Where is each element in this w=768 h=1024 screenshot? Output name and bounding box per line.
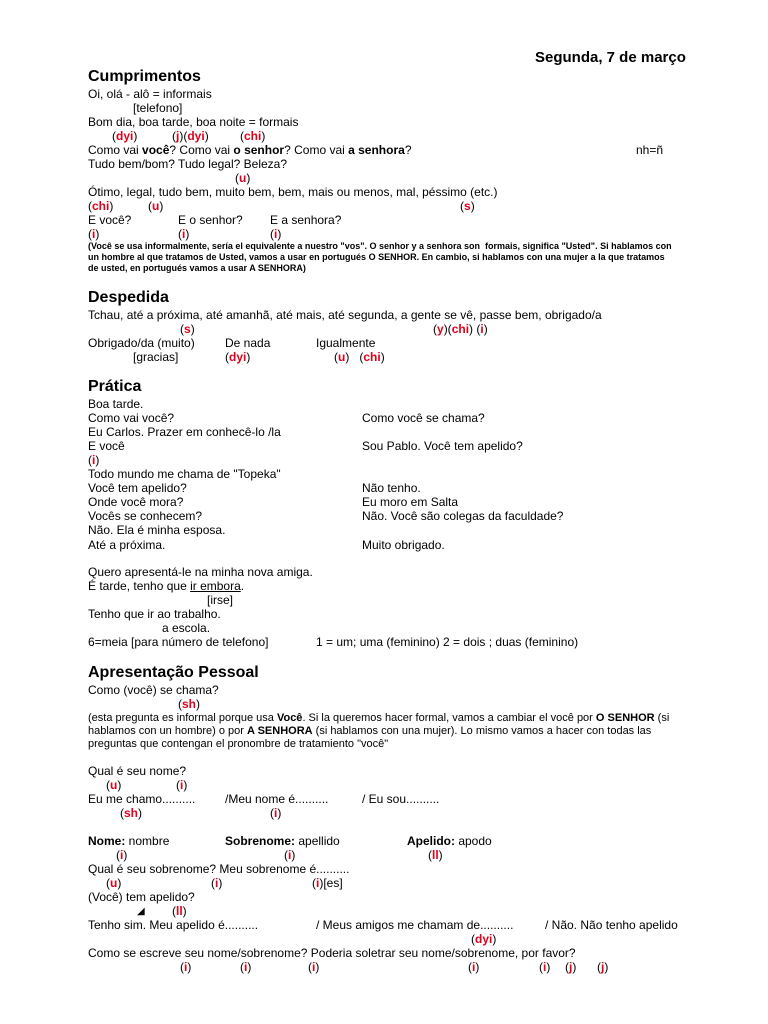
text-line: [telefono] bbox=[133, 101, 183, 115]
pronunciation-line: (u) bbox=[148, 199, 164, 213]
dialogue-line: Vocês se conhecem? bbox=[88, 509, 203, 523]
pronunciation-line: (i)[es] bbox=[312, 876, 343, 890]
text-line: Tchau, até a próxima, até amanhã, até mais, até segunda, a gente se vê, passe bem, obrigado/a bbox=[88, 308, 602, 322]
vocab-line: Apelido: apodo bbox=[407, 834, 492, 848]
dialogue-line: Boa tarde. bbox=[88, 397, 144, 411]
dialogue-line: Como vai você? bbox=[88, 411, 175, 425]
pron-mark: ll bbox=[432, 848, 439, 862]
text-line: [irse] bbox=[207, 593, 234, 607]
pron-mark: u bbox=[338, 350, 346, 364]
pron-mark: s bbox=[184, 322, 191, 336]
pronunciation-line: (i) bbox=[240, 960, 252, 974]
pron-mark: i bbox=[120, 848, 124, 862]
pronunciation-line: (i) bbox=[88, 453, 100, 467]
pronunciation-line: (i) bbox=[88, 227, 100, 241]
dialogue-line: Eu moro em Salta bbox=[362, 495, 459, 509]
pronunciation-line: (sh) bbox=[120, 806, 143, 820]
pron-mark: j bbox=[601, 960, 605, 974]
pron-mark: sh bbox=[182, 697, 197, 711]
pronunciation-line: (dyi) bbox=[471, 932, 497, 946]
pron-mark: u bbox=[239, 171, 247, 185]
pronunciation-line: (ll) bbox=[172, 904, 187, 918]
text-line: 6=meia [para número de telefono] bbox=[88, 635, 269, 649]
section-title-despedida: Despedida bbox=[88, 289, 169, 306]
pronunciation-line: (dyi) bbox=[225, 350, 251, 364]
arrow-down-right-icon: ◢ bbox=[137, 906, 145, 917]
pron-mark: i bbox=[274, 227, 278, 241]
pronunciation-line: (i) bbox=[176, 778, 188, 792]
pron-mark: dyi bbox=[475, 932, 493, 946]
pron-mark: chi bbox=[92, 199, 110, 213]
pronunciation-line: (j) bbox=[597, 960, 609, 974]
text-line: Como se escreve seu nome/sobrenome? Poderia soletrar seu nome/sobrenome, por favor? bbox=[88, 946, 576, 960]
pron-mark: y bbox=[437, 322, 444, 336]
text-line: E a senhora? bbox=[270, 213, 342, 227]
dialogue-line: Não tenho. bbox=[362, 481, 421, 495]
pron-mark: i bbox=[543, 960, 547, 974]
text-line: Eu me chamo.......... bbox=[88, 792, 196, 806]
text-line: E o senhor? bbox=[178, 213, 243, 227]
pron-mark: i bbox=[244, 960, 248, 974]
pron-mark: u bbox=[110, 778, 118, 792]
dialogue-line: Não. Ela é minha esposa. bbox=[88, 523, 226, 537]
text-line: Bom dia, boa tarde, boa noite = formais bbox=[88, 115, 299, 129]
pronunciation-line: (y)(chi) (i) bbox=[433, 322, 488, 336]
pronunciation-line: (s) bbox=[460, 199, 475, 213]
pron-mark: dyi bbox=[187, 129, 205, 143]
dialogue-line: Sou Pablo. Você tem apelido? bbox=[362, 439, 523, 453]
pron-mark: j bbox=[569, 960, 573, 974]
dialogue-line: Onde você mora? bbox=[88, 495, 184, 509]
dialogue-line: Não. Você são colegas da faculdade? bbox=[362, 509, 564, 523]
text-line: Qual é seu nome? bbox=[88, 764, 187, 778]
pron-mark: i bbox=[288, 848, 292, 862]
text-line: Obrigado/da (muito) bbox=[88, 336, 195, 350]
text-line: Tenho que ir ao trabalho. bbox=[88, 607, 221, 621]
section-title-cumprimentos: Cumprimentos bbox=[88, 68, 201, 85]
dialogue-line: Eu Carlos. Prazer em conhecê-lo /la bbox=[88, 425, 281, 439]
pronunciation-line: (i) bbox=[308, 960, 320, 974]
note-line: hablamos con un hombre) o por A SENHORA (si hablamos con una mujer). Lo mismo vamos a hacer con todas las bbox=[88, 725, 652, 737]
pron-mark: chi bbox=[244, 129, 262, 143]
pron-mark: j bbox=[176, 129, 180, 143]
text-line: É tarde, tenho que ir embora. bbox=[88, 579, 245, 593]
pronunciation-line: (i) bbox=[539, 960, 551, 974]
text-line: 1 = um; uma (feminino) 2 = dois ; duas (feminino) bbox=[316, 635, 579, 649]
dialogue-line: Como você se chama? bbox=[362, 411, 485, 425]
pronunciation-line: (u) bbox=[106, 778, 122, 792]
pronunciation-line: (j) bbox=[565, 960, 577, 974]
dialogue-line: Até a próxima. bbox=[88, 538, 166, 552]
text-line: Tenho sim. Meu apelido é.......... bbox=[88, 918, 259, 932]
pron-mark: dyi bbox=[116, 129, 134, 143]
pron-mark: i bbox=[472, 960, 476, 974]
dialogue-line: Muito obrigado. bbox=[362, 538, 445, 552]
pron-mark: i bbox=[316, 876, 320, 890]
note-line: (Você se usa informalmente, sería el equivalente a nuestro "vos". O senhor y a senhora son formais, significa "Usted". Si hablamos con bbox=[88, 241, 672, 251]
text-line: Igualmente bbox=[316, 336, 376, 350]
dialogue-line: Todo mundo me chama de "Topeka" bbox=[88, 467, 281, 481]
text-line: Como vai você? Como vai o senhor? Como vai a senhora? bbox=[88, 143, 412, 157]
pronunciation-line: (u) (chi) bbox=[334, 350, 385, 364]
note-line: preguntas que contengan el pronombre de tratamiento "você" bbox=[88, 738, 389, 750]
pronunciation-line: (dyi) bbox=[112, 129, 138, 143]
text-line: Oi, olá - alô = informais bbox=[88, 87, 212, 101]
pronunciation-line: (sh) bbox=[178, 697, 201, 711]
pron-mark: chi bbox=[451, 322, 470, 336]
note-line: de usted, en portugués vamos a usar A SENHORA) bbox=[88, 263, 306, 273]
pron-mark: sh bbox=[124, 806, 139, 820]
section-title-pratica: Prática bbox=[88, 378, 142, 395]
pron-mark: chi bbox=[363, 350, 381, 364]
text-line: [gracias] bbox=[133, 350, 179, 364]
text-line: / Meus amigos me chamam de.......... bbox=[316, 918, 514, 932]
text-line: Tudo bem/bom? Tudo legal? Beleza? bbox=[88, 157, 288, 171]
pronunciation-line: (i) bbox=[211, 876, 223, 890]
pronunciation-line: (i) bbox=[180, 960, 192, 974]
pronunciation-line: (i) bbox=[270, 227, 282, 241]
pron-mark: s bbox=[464, 199, 471, 213]
pron-mark: ll bbox=[176, 904, 183, 918]
text-line: / Eu sou.......... bbox=[362, 792, 440, 806]
text-line: Como (você) se chama? bbox=[88, 683, 219, 697]
pronunciation-line: (i) bbox=[270, 806, 282, 820]
page-date: Segunda, 7 de março bbox=[535, 49, 686, 66]
text-line: Ótimo, legal, tudo bem, muito bem, bem, mais ou menos, mal, péssimo (etc.) bbox=[88, 185, 498, 199]
text-line: De nada bbox=[225, 336, 271, 350]
pron-mark: i bbox=[184, 960, 188, 974]
text-line: /Meu nome é.......... bbox=[225, 792, 329, 806]
text-line: Qual é seu sobrenome? Meu sobrenome é.......... bbox=[88, 862, 350, 876]
pron-mark: i bbox=[480, 322, 484, 336]
pronunciation-line: (u) bbox=[106, 876, 122, 890]
pronunciation-line: (chi) bbox=[88, 199, 114, 213]
vocab-line: Sobrenome: apellido bbox=[225, 834, 340, 848]
text-line: (Você) tem apelido? bbox=[88, 890, 195, 904]
dialogue-line: E você bbox=[88, 439, 125, 453]
pron-mark: i bbox=[92, 453, 96, 467]
pronunciation-line: (u) bbox=[235, 171, 251, 185]
pronunciation-line: (s) bbox=[180, 322, 195, 336]
text-note: nh=ñ bbox=[636, 143, 664, 157]
pronunciation-line: (i) bbox=[468, 960, 480, 974]
pronunciation-line: (chi) bbox=[240, 129, 266, 143]
pron-mark: dyi bbox=[229, 350, 247, 364]
pronunciation-line: (i) bbox=[178, 227, 190, 241]
pronunciation-line: (i) bbox=[284, 848, 296, 862]
pron-mark: i bbox=[312, 960, 316, 974]
pronunciation-line: (j)(dyi) bbox=[172, 129, 209, 143]
pron-mark: i bbox=[180, 778, 184, 792]
pronunciation-line: (ll) bbox=[428, 848, 443, 862]
text-line: E você? bbox=[88, 213, 132, 227]
section-title-apresentacao: Apresentação Pessoal bbox=[88, 664, 259, 681]
pron-mark: u bbox=[110, 876, 118, 890]
note-line: un hombre al que tratamos de Usted, vamos a usar en portugués O SENHOR. En cambio, si hablamos con una mujer a la que tratamos bbox=[88, 252, 665, 262]
text-line: Quero apresentá-le na minha nova amiga. bbox=[88, 565, 313, 579]
pronunciation-line: (i) bbox=[116, 848, 128, 862]
vocab-line: Nome: nombre bbox=[88, 834, 170, 848]
pron-mark: i bbox=[274, 806, 278, 820]
pron-mark: i bbox=[92, 227, 96, 241]
text-line: / Não. Não tenho apelido bbox=[545, 918, 678, 932]
text-line: a escola. bbox=[162, 621, 211, 635]
pron-mark: i bbox=[182, 227, 186, 241]
pron-mark: u bbox=[152, 199, 160, 213]
pron-mark: i bbox=[215, 876, 219, 890]
dialogue-line: Você tem apelido? bbox=[88, 481, 187, 495]
note-line: (esta pregunta es informal porque usa Você. Si la queremos hacer formal, vamos a cambiar el você por O SENHOR (si bbox=[88, 712, 670, 724]
